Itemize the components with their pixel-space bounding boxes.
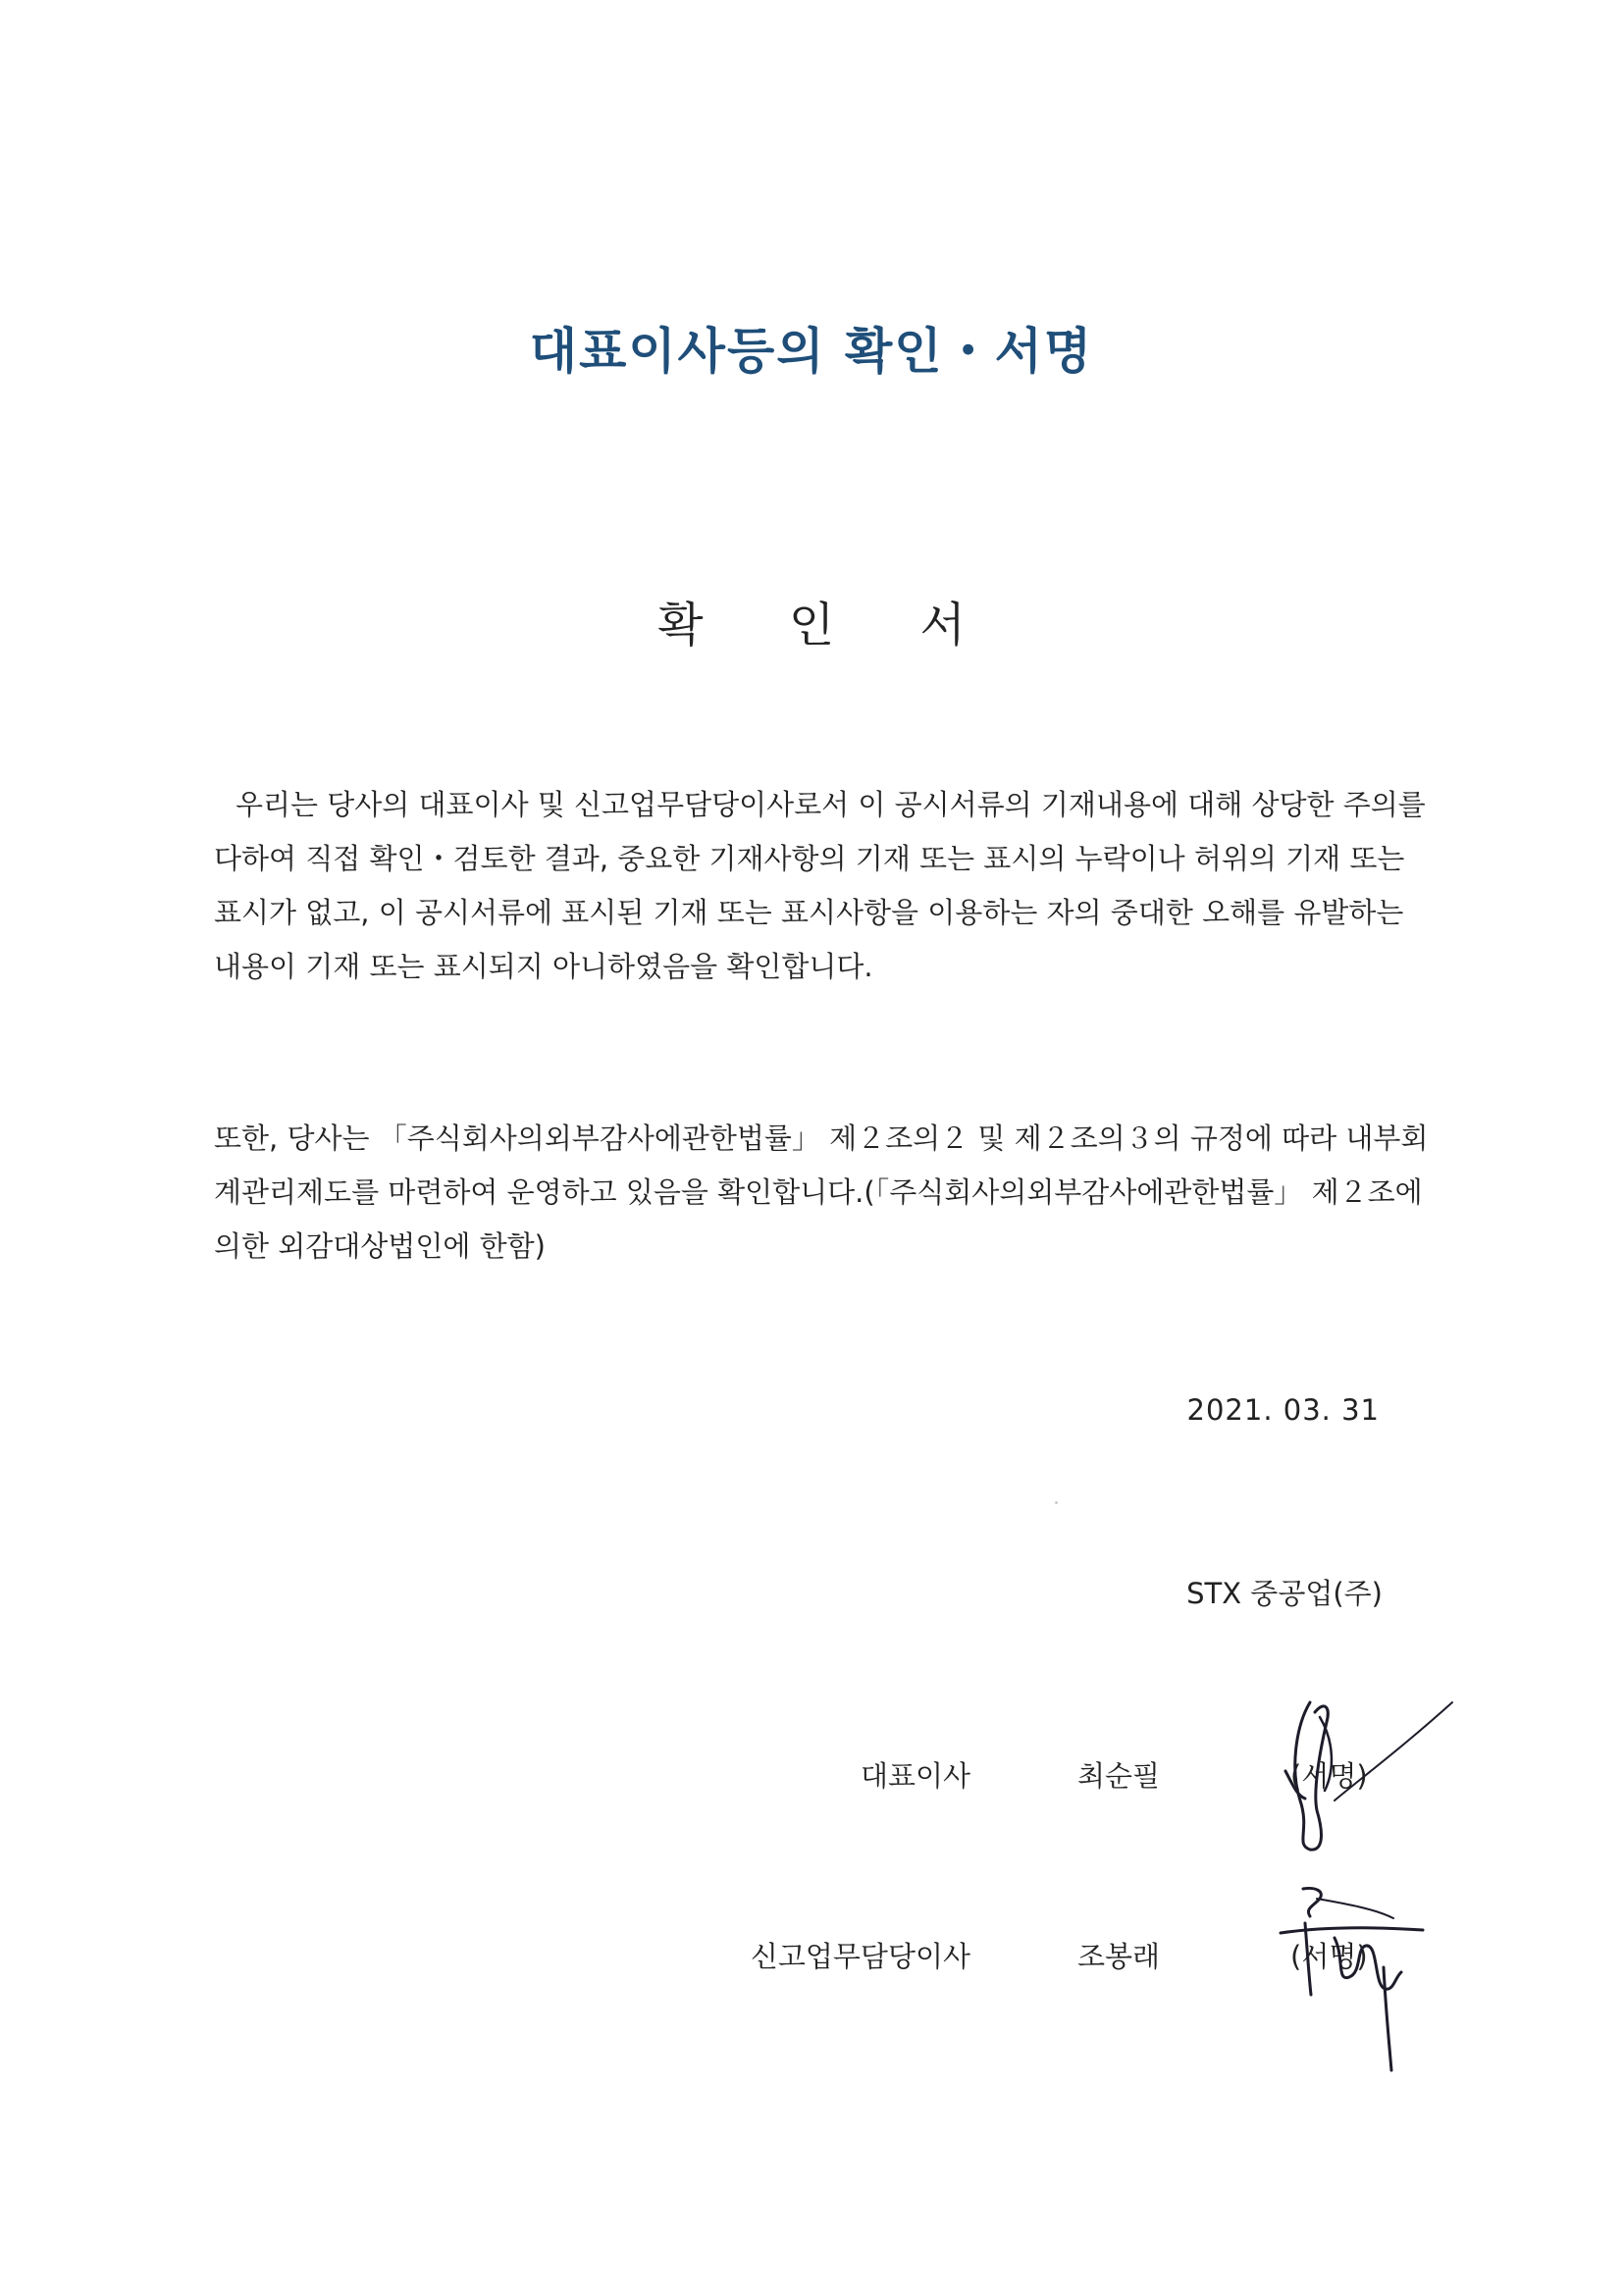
signatory-name: 최순필 xyxy=(1077,1759,1161,1793)
document-date: 2021. 03. 31 xyxy=(1186,1393,1380,1427)
internal-control-paragraph: 또한, 당사는 「주식회사의외부감사에관한법률」 제２조의２ 및 제２조의３의 규정에 따라 내부회계관리제도를 마련하여 운영하고 있음을 확인합니다.(「주식회사의외부감사에관한법률」 제２조에 의한 외감대상법인에 한함) xyxy=(214,1122,1429,1263)
handwritten-signature-icon xyxy=(1266,1683,1462,1859)
page-title: 대표이사등의 확인・서명 xyxy=(529,323,1094,380)
document-heading: 확 인 서 xyxy=(657,598,1001,652)
handwritten-signature-icon xyxy=(1276,1879,1433,2075)
signature-label: (서명) xyxy=(1290,1759,1368,1793)
signature-label: (서명) xyxy=(1290,1940,1368,1973)
signatory-title: 대표이사 xyxy=(860,1759,970,1793)
confirmation-paragraph: 우리는 당사의 대표이사 및 신고업무담당이사로서 이 공시서류의 기재내용에 대해 상당한 주의를 다하여 직접 확인・검토한 결과, 중요한 기재사항의 기재 또는 표시의 누락이나 허위의 기재 또는 표시가 없고, 이 공시서류에 표시된 기재 또는 표시사항을 이용하는 자의 중대한 오해를 유발하는 내용이 기재 또는 표시되지 아니하였음을 확인합니다. xyxy=(214,788,1426,983)
signatory-name: 조봉래 xyxy=(1077,1940,1161,1973)
company-name: STX 중공업(주) xyxy=(1186,1577,1383,1610)
scan-speck xyxy=(1055,1501,1058,1504)
signatory-title: 신고업무담당이사 xyxy=(750,1940,970,1973)
